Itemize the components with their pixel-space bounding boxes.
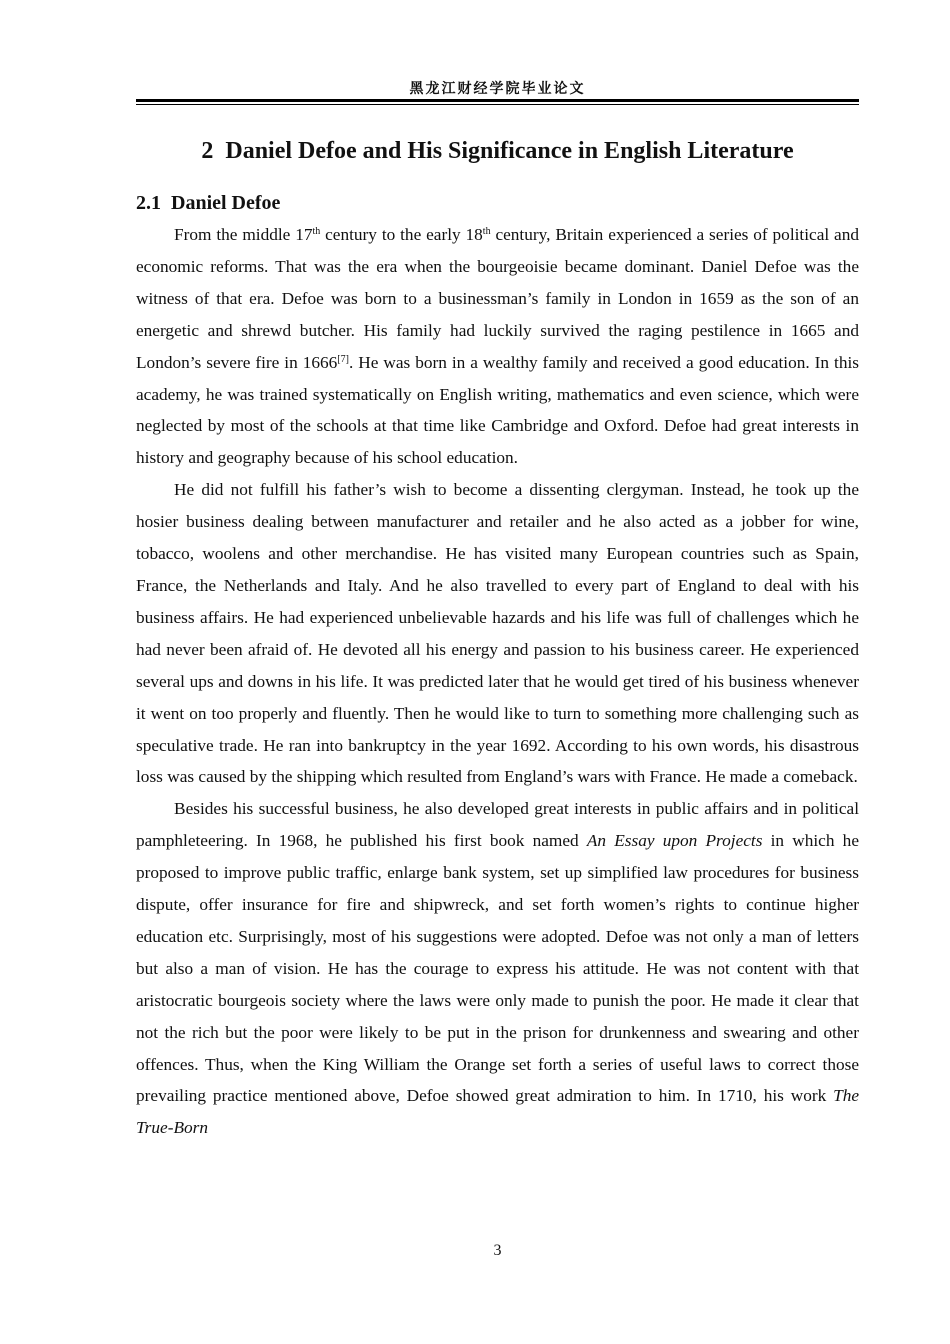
paragraph-3: Besides his successful business, he also developed great interests in public affairs and in political pamphleteering. In 1968, he published his first book named An Essay upon Projects in which he proposed to improve public traffic, enlarge bank system, set up simplified law procedures for business dispute, offer insurance for fire and shipwreck, and set forth women’s rights to continue higher education etc. Surprisingly, most of his suggestions were adopted. Defoe was not only a man of letters but also a man of vision. He has the courage to express his attitude. He was not content with that aristocratic bourgeois society where the laws were only made to punish the poor. He made it clear that not the rich but the poor were likely to be put in the prison for drunkenness and swearing and other offences. Thus, when the King William the Orange set forth a series of useful laws to correct those prevailing practice mentioned above, Defoe showed great admiration to him. In 1710, his work The True-Born [136,799,859,1138]
section-number: 2.1 [136,192,161,214]
paragraph-2: He did not fulfill his father’s wish to become a dissenting clergyman. Instead, he took up the hosier business dealing between manufacturer and retailer and he also acted as a jobber for wine, tobacco, woolens and other merchandise. He has visited many European countries such as Spain, France, the Netherlands and Italy. And he also travelled to every part of England to deal with his business affairs. He had experienced unbelievable hazards and his life was full of challenges which he had never been afraid of. He devoted all his energy and passion to his business career. He experienced several ups and downs in his life. It was predicted later that he would get tired of his business whenever it went on too properly and fluently. Then he would like to turn to something more challenging such as speculative trade. He ran into bankruptcy in the year 1692. According to his own words, his disastrous loss was caused by the shipping which resulted from England’s wars with France. He made a comeback. [136,480,859,787]
section-title-text: Daniel Defoe [171,192,281,214]
chapter-title-text: Daniel Defoe and His Significance in English Literature [225,138,794,164]
superscript: th [312,226,321,237]
page-number: 3 [493,1242,502,1259]
header-rule-thick [136,99,859,102]
body-text [136,219,859,1144]
chapter-title [136,133,859,169]
superscript: th [482,226,491,237]
paragraph-1: From the middle 17th century to the early 18th century, Britain experienced a series of political and economic reforms. That was the era when the bourgeoisie became dominant. Daniel Defoe was the witness of that era. Defoe was born to a businessman’s family in London in 1659 as the son of an energetic and shrewd butcher. His family had luckily survived the raging pestilence in 1665 and London’s severe fire in 1666[7]. He was born in a wealthy family and received a good education. In this academy, he was trained systematically on English writing, mathematics and even science, which were neglected by most of the schools at that time like Cambridge and Oxford. Defoe had great interests in history and geography because of his school education. [136,225,860,468]
header-rule-thin [136,104,859,105]
chapter-number: 2 [201,138,214,164]
book-title-true-born: The True-Born [136,1086,859,1138]
citation-reference: [7] [337,353,349,365]
section-heading [136,188,280,218]
running-header: 黑龙江财经学院毕业论文 [409,81,586,97]
book-title-essay-upon-projects: An Essay upon Projects [586,831,763,851]
